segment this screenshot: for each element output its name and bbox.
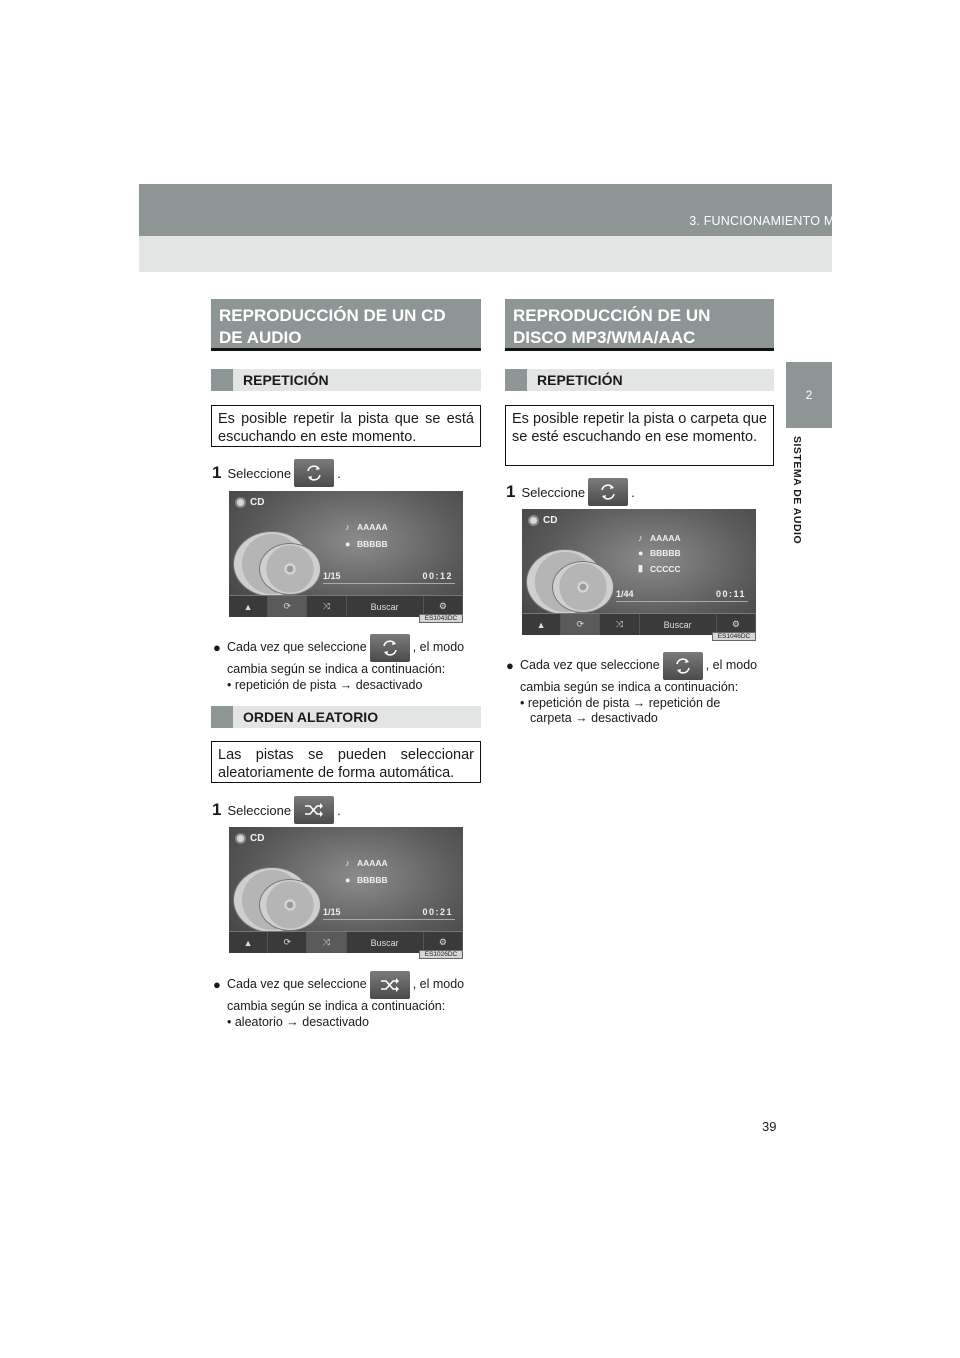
source-label: CD xyxy=(528,515,557,526)
settings-icon: ⚙ xyxy=(717,614,756,635)
subsection-heading: REPETICIÓN xyxy=(537,372,623,388)
music-note-icon: ♪ xyxy=(345,522,350,532)
repeat-cd-note: ● Cada vez que seleccione , el modo cambia según se indica a continuación: • repetición de pista → desactivado xyxy=(213,634,483,693)
settings-icon: ⚙ xyxy=(424,596,463,617)
image-code: ES1043DC xyxy=(419,614,463,623)
track-row: ♪ AAAAA xyxy=(638,533,681,543)
random-note: ● Cada vez que seleccione , el modo cambia según se indica a continuación: • aleatorio → desactivado xyxy=(213,971,483,1030)
progress-row: 1/44 00:11 xyxy=(616,592,748,602)
track-row: ♪ AAAAA xyxy=(345,522,388,532)
subsection-heading: REPETICIÓN xyxy=(243,372,329,388)
step-number: 1 xyxy=(212,463,222,482)
step-number: 1 xyxy=(212,800,222,819)
source-icon: ▲ xyxy=(522,614,561,635)
step-select-repeat-cd: 1 Seleccione . xyxy=(212,459,341,487)
chapter-number: 2 xyxy=(805,388,813,402)
repeat-icon: ⟳ xyxy=(561,614,600,635)
step-text: Seleccione xyxy=(227,802,292,818)
repeat-icon: ⟳ xyxy=(268,932,307,953)
disc-icon xyxy=(528,515,539,526)
disc-icon: ● xyxy=(638,548,644,558)
repeat-icon xyxy=(370,634,410,662)
image-code: ES1046DC xyxy=(712,632,756,641)
progress-row: 1/15 00:12 xyxy=(323,574,455,584)
track-row: ● BBBBB xyxy=(638,548,681,558)
repeat-icon: ⟳ xyxy=(268,596,307,617)
disc-icon xyxy=(235,833,246,844)
disc-icon: ● xyxy=(345,875,351,885)
repeat-cd-intro: Es posible repetir la pista que se está escuchando en este momento. xyxy=(211,405,481,447)
disc-icon xyxy=(235,497,246,508)
progress-row: 1/15 00:21 xyxy=(323,910,455,920)
repeat-mp3-note: ● Cada vez que seleccione , el modo cambia según se indica a continuación: • repetición de pista → repetición de carpeta → desactivado xyxy=(506,652,774,727)
section-title-mp3: REPRODUCCIÓN DE UN DISCO MP3/WMA/AAC xyxy=(505,299,774,351)
chapter-side-label-wrap xyxy=(790,436,804,566)
disc-graphic xyxy=(259,543,321,595)
cd-screen-repeat xyxy=(229,491,463,617)
shuffle-icon xyxy=(294,796,334,824)
subsection-marker xyxy=(505,369,527,391)
repeat-mp3-intro: Es posible repetir la pista o carpeta que se esté escuchando en ese momento. xyxy=(505,405,774,466)
track-row: ♪ AAAAA xyxy=(345,858,388,868)
mp3-screen-repeat xyxy=(522,509,756,635)
disc-graphic xyxy=(259,879,321,931)
music-note-icon: ♪ xyxy=(638,533,643,543)
track-row: ● BBBBB xyxy=(345,875,388,885)
settings-icon: ⚙ xyxy=(424,932,463,953)
source-label: CD xyxy=(235,497,264,508)
search-button: Buscar xyxy=(347,596,424,617)
subsection-marker xyxy=(211,706,233,728)
step-number: 1 xyxy=(506,482,516,501)
step-select-repeat-mp3: 1 Seleccione . xyxy=(506,478,635,506)
shuffle-icon xyxy=(370,971,410,999)
image-code: ES1026DC xyxy=(419,950,463,959)
track-row: ▮ CCCCC xyxy=(638,563,681,574)
step-text: Seleccione xyxy=(227,465,292,481)
chapter-title: 3. FUNCIONAMIENTO MULTIMEDIA xyxy=(689,214,902,228)
subsection-heading: ORDEN ALEATORIO xyxy=(243,709,379,725)
step-text: Seleccione xyxy=(521,484,586,500)
subsection-repeat-cd xyxy=(211,369,481,391)
source-icon: ▲ xyxy=(229,932,268,953)
random-intro: Las pistas se pueden seleccionar aleatoriamente de forma automática. xyxy=(211,741,481,783)
shuffle-icon: ⤨ xyxy=(307,932,346,953)
disc-graphic xyxy=(552,561,614,613)
cd-screen-random xyxy=(229,827,463,953)
disc-icon: ● xyxy=(345,539,351,549)
shuffle-icon: ⤨ xyxy=(307,596,346,617)
search-button: Buscar xyxy=(640,614,717,635)
chapter-side-label: SISTEMA DE AUDIO xyxy=(791,436,803,545)
repeat-icon xyxy=(663,652,703,680)
shuffle-icon: ⤨ xyxy=(600,614,639,635)
search-button: Buscar xyxy=(347,932,424,953)
repeat-icon xyxy=(588,478,628,506)
folder-icon: ▮ xyxy=(638,563,643,573)
header-band xyxy=(139,184,832,236)
subsection-marker xyxy=(211,369,233,391)
subsection-random xyxy=(211,706,481,728)
step-select-random: 1 Seleccione . xyxy=(212,796,341,824)
source-icon: ▲ xyxy=(229,596,268,617)
subsection-repeat-mp3 xyxy=(505,369,774,391)
repeat-icon xyxy=(294,459,334,487)
track-row: ● BBBBB xyxy=(345,539,388,549)
page-number: 39 xyxy=(762,1119,777,1134)
music-note-icon: ♪ xyxy=(345,858,350,868)
source-label: CD xyxy=(235,833,264,844)
section-title-cd: REPRODUCCIÓN DE UN CD DE AUDIO xyxy=(211,299,481,351)
header-subband xyxy=(139,236,832,272)
